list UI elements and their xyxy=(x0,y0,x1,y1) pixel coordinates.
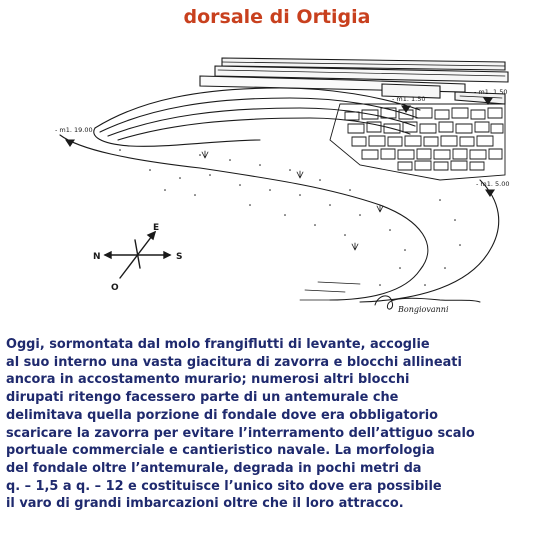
compass-n-label: N xyxy=(93,252,101,262)
seabed-curve xyxy=(60,135,499,302)
caption-line: dirupati ritengo facessero parte di un antemurale che xyxy=(6,390,399,406)
caption-paragraph xyxy=(6,336,551,513)
signature-text: Bongiovanni xyxy=(398,305,449,314)
caption-line: del fondale oltre l’antemurale, degrada in pochi metri da xyxy=(6,460,422,476)
compass-s-label: S xyxy=(176,252,183,262)
page-title: dorsale di Ortigia xyxy=(183,6,371,28)
elevation-label-right-low: - m1. 5.00 xyxy=(476,180,510,188)
elevation-label-right-top: - m1. 1.50 xyxy=(474,88,508,96)
caption-line: scaricare la zavorra per evitare l’interramento dell’attiguo scalo xyxy=(6,425,475,441)
caption-line: q. – 1,5 a q. – 12 e costituisce l’unico sito dove era possibile xyxy=(6,478,442,494)
ridge-terraces xyxy=(94,88,420,146)
seaweed-tufts xyxy=(202,151,383,250)
depth-markers xyxy=(66,98,494,196)
elevation-label-left: - m1. 19.00 xyxy=(55,126,93,134)
caption-line: portuale commerciale e cantieristico navale. La morfologia xyxy=(6,443,435,459)
caption-line: ancora in accostamento murario; numerosi altri blocchi xyxy=(6,372,410,388)
compass-rose xyxy=(105,232,170,278)
compass-o-label: O xyxy=(111,283,119,293)
caption-line: il varo di grandi imbarcazioni oltre che il loro attracco. xyxy=(6,496,404,512)
elevation-label-mid: - m1. 1.50 xyxy=(392,95,426,103)
caption-line: al suo interno una vasta giacitura di zavorra e blocchi allineati xyxy=(6,354,462,370)
compass-e-label: E xyxy=(153,223,160,233)
caption-line: Oggi, sormontata dal molo frangiflutti di levante, accoglie xyxy=(6,337,430,352)
blocks-area xyxy=(330,104,505,180)
breakwater-drawing xyxy=(200,58,508,104)
caption-line: delimitava quella porzione di fondale dove era obbligatorio xyxy=(6,407,438,423)
